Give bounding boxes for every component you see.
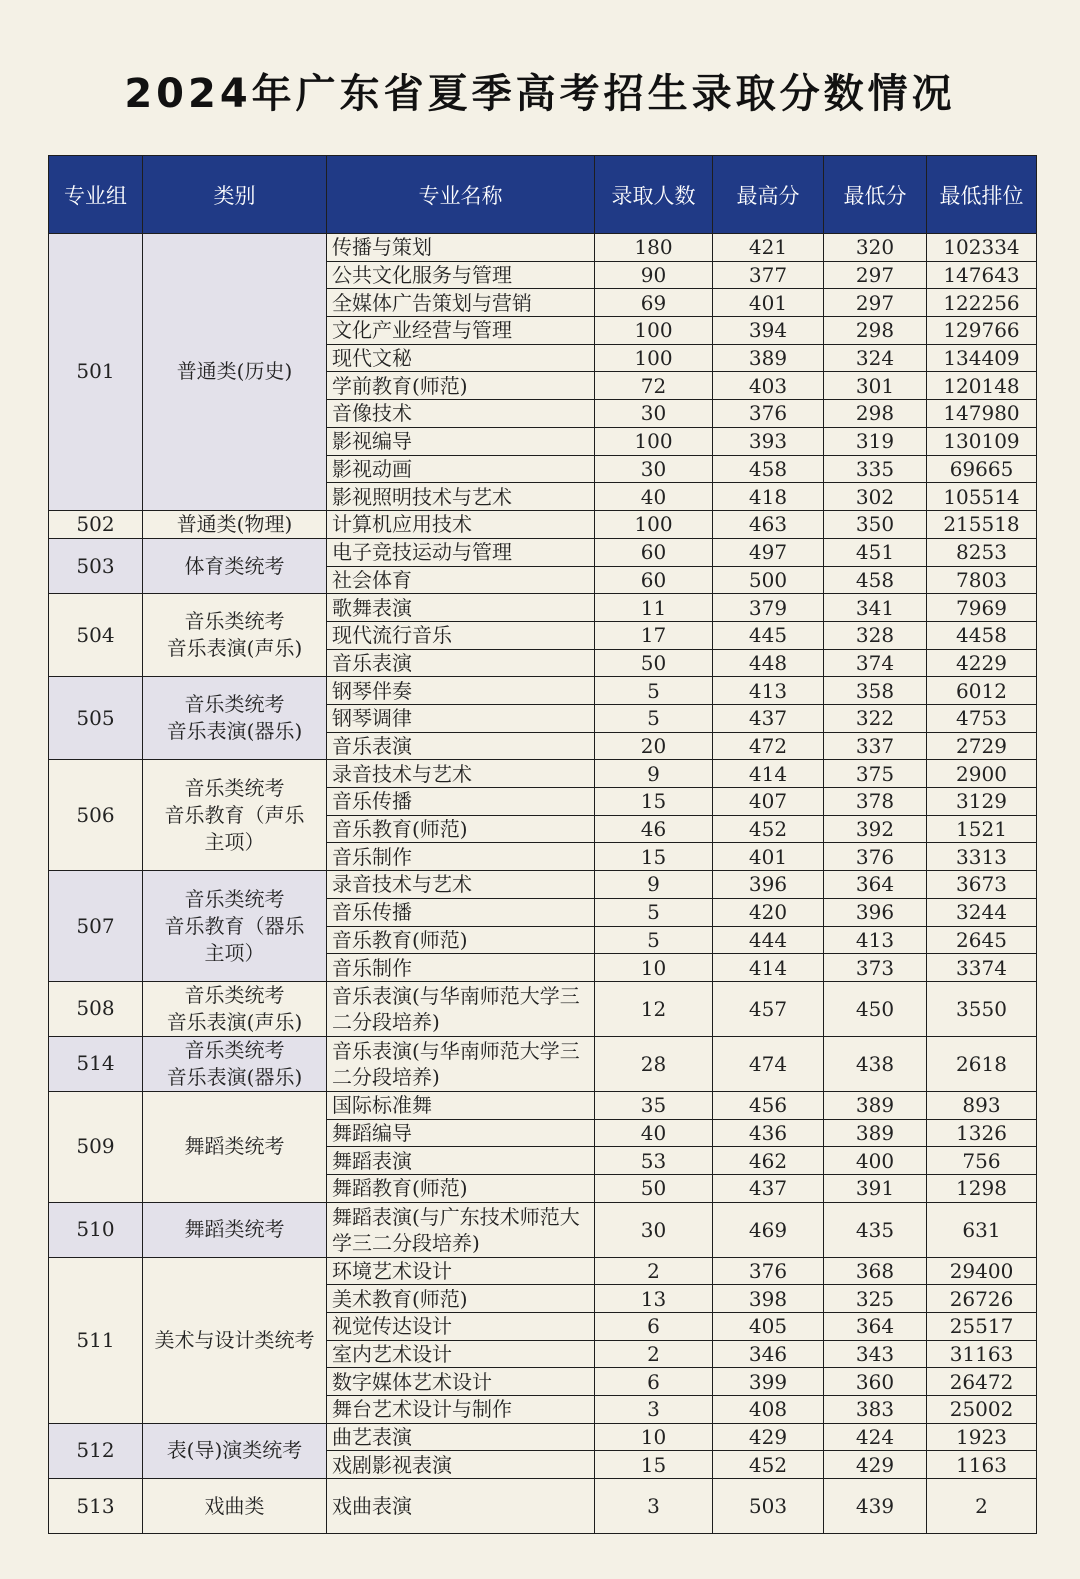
min-score-cell: 335: [824, 455, 927, 483]
table-row: [49, 677, 1037, 705]
max-score-cell: 469: [713, 1202, 824, 1257]
max-score-cell: 403: [713, 372, 824, 400]
min-score-cell: 389: [824, 1091, 927, 1119]
admitted-count-cell: 9: [595, 760, 713, 788]
admitted-count-cell: 11: [595, 594, 713, 622]
category-cell: 音乐类统考 音乐表演(声乐): [143, 594, 327, 677]
min-score-cell: 424: [824, 1423, 927, 1451]
admitted-count-cell: 20: [595, 732, 713, 760]
major-name-cell: 音乐传播: [327, 898, 595, 926]
major-name-cell: 环境艺术设计: [327, 1257, 595, 1285]
min-score-cell: 383: [824, 1396, 927, 1424]
category-cell: 普通类(物理): [143, 510, 327, 538]
min-score-cell: 375: [824, 760, 927, 788]
min-score-cell: 297: [824, 261, 927, 289]
admitted-count-cell: 50: [595, 649, 713, 677]
admitted-count-cell: 15: [595, 1451, 713, 1479]
max-score-cell: 405: [713, 1313, 824, 1341]
admitted-count-cell: 30: [595, 1202, 713, 1257]
max-score-cell: 463: [713, 510, 824, 538]
admitted-count-cell: 100: [595, 344, 713, 372]
admitted-count-cell: 100: [595, 317, 713, 345]
max-score-cell: 503: [713, 1479, 824, 1534]
major-name-cell: 曲艺表演: [327, 1423, 595, 1451]
table-row: [49, 981, 1037, 1036]
max-score-cell: 413: [713, 677, 824, 705]
min-score-cell: 341: [824, 594, 927, 622]
min-rank-cell: 130109: [927, 427, 1037, 455]
min-score-cell: 360: [824, 1368, 927, 1396]
min-score-cell: 429: [824, 1451, 927, 1479]
group-code-cell: 512: [49, 1423, 143, 1478]
max-score-cell: 500: [713, 566, 824, 594]
min-rank-cell: 147643: [927, 261, 1037, 289]
major-name-cell: 音乐表演: [327, 649, 595, 677]
max-score-cell: 421: [713, 234, 824, 262]
group-code-cell: 501: [49, 234, 143, 511]
admitted-count-cell: 50: [595, 1174, 713, 1202]
major-name-cell: 舞蹈表演(与广东技术师范大学三二分段培养): [327, 1202, 595, 1257]
table-body: [49, 234, 1037, 1534]
header-min-rank: 最低排位: [927, 156, 1037, 234]
min-score-cell: 302: [824, 483, 927, 511]
major-name-cell: 美术教育(师范): [327, 1285, 595, 1313]
min-rank-cell: 4229: [927, 649, 1037, 677]
major-name-cell: 视觉传达设计: [327, 1313, 595, 1341]
min-score-cell: 343: [824, 1340, 927, 1368]
max-score-cell: 346: [713, 1340, 824, 1368]
admitted-count-cell: 10: [595, 1423, 713, 1451]
min-rank-cell: 2729: [927, 732, 1037, 760]
admitted-count-cell: 5: [595, 677, 713, 705]
max-score-cell: 407: [713, 788, 824, 816]
category-cell: 音乐类统考 音乐表演(声乐): [143, 981, 327, 1036]
group-code-cell: 511: [49, 1257, 143, 1423]
max-score-cell: 418: [713, 483, 824, 511]
min-rank-cell: 7803: [927, 566, 1037, 594]
header-max-score: 最高分: [713, 156, 824, 234]
admitted-count-cell: 15: [595, 843, 713, 871]
major-name-cell: 音像技术: [327, 400, 595, 428]
group-code-cell: 513: [49, 1479, 143, 1534]
min-rank-cell: 2: [927, 1479, 1037, 1534]
min-rank-cell: 25002: [927, 1396, 1037, 1424]
min-rank-cell: 2618: [927, 1036, 1037, 1091]
min-rank-cell: 29400: [927, 1257, 1037, 1285]
max-score-cell: 414: [713, 760, 824, 788]
max-score-cell: 457: [713, 981, 824, 1036]
min-rank-cell: 756: [927, 1147, 1037, 1175]
min-rank-cell: 2645: [927, 926, 1037, 954]
major-name-cell: 音乐表演: [327, 732, 595, 760]
group-code-cell: 508: [49, 981, 143, 1036]
group-code-cell: 504: [49, 594, 143, 677]
header-major: 专业名称: [327, 156, 595, 234]
header-group: 专业组: [49, 156, 143, 234]
max-score-cell: 420: [713, 898, 824, 926]
min-score-cell: 319: [824, 427, 927, 455]
min-score-cell: 378: [824, 788, 927, 816]
min-rank-cell: 1163: [927, 1451, 1037, 1479]
category-cell: 体育类统考: [143, 538, 327, 593]
admitted-count-cell: 90: [595, 261, 713, 289]
min-rank-cell: 3550: [927, 981, 1037, 1036]
admitted-count-cell: 5: [595, 705, 713, 733]
header-category: 类别: [143, 156, 327, 234]
min-rank-cell: 147980: [927, 400, 1037, 428]
admitted-count-cell: 100: [595, 427, 713, 455]
major-name-cell: 传播与策划: [327, 234, 595, 262]
category-cell: 舞蹈类统考: [143, 1202, 327, 1257]
min-rank-cell: 3673: [927, 871, 1037, 899]
table-row: [49, 594, 1037, 622]
admitted-count-cell: 30: [595, 400, 713, 428]
table-row: [49, 538, 1037, 566]
max-score-cell: 497: [713, 538, 824, 566]
table-row: [49, 1479, 1037, 1534]
min-score-cell: 324: [824, 344, 927, 372]
major-name-cell: 录音技术与艺术: [327, 760, 595, 788]
admitted-count-cell: 12: [595, 981, 713, 1036]
min-rank-cell: 631: [927, 1202, 1037, 1257]
max-score-cell: 377: [713, 261, 824, 289]
min-rank-cell: 8253: [927, 538, 1037, 566]
min-score-cell: 458: [824, 566, 927, 594]
category-cell: 普通类(历史): [143, 234, 327, 511]
category-cell: 美术与设计类统考: [143, 1257, 327, 1423]
major-name-cell: 室内艺术设计: [327, 1340, 595, 1368]
min-score-cell: 413: [824, 926, 927, 954]
max-score-cell: 396: [713, 871, 824, 899]
min-rank-cell: 2900: [927, 760, 1037, 788]
major-name-cell: 计算机应用技术: [327, 510, 595, 538]
major-name-cell: 文化产业经营与管理: [327, 317, 595, 345]
admitted-count-cell: 40: [595, 1119, 713, 1147]
major-name-cell: 社会体育: [327, 566, 595, 594]
min-score-cell: 389: [824, 1119, 927, 1147]
major-name-cell: 影视照明技术与艺术: [327, 483, 595, 511]
max-score-cell: 437: [713, 1174, 824, 1202]
major-name-cell: 舞台艺术设计与制作: [327, 1396, 595, 1424]
min-score-cell: 337: [824, 732, 927, 760]
major-name-cell: 音乐表演(与华南师范大学三二分段培养): [327, 1036, 595, 1091]
max-score-cell: 437: [713, 705, 824, 733]
major-name-cell: 数字媒体艺术设计: [327, 1368, 595, 1396]
min-score-cell: 297: [824, 289, 927, 317]
table-row: [49, 234, 1037, 262]
table-row: [49, 1423, 1037, 1451]
min-score-cell: 328: [824, 621, 927, 649]
major-name-cell: 影视编导: [327, 427, 595, 455]
table-row: [49, 1036, 1037, 1091]
major-name-cell: 舞蹈教育(师范): [327, 1174, 595, 1202]
major-name-cell: 钢琴调律: [327, 705, 595, 733]
admitted-count-cell: 13: [595, 1285, 713, 1313]
major-name-cell: 现代流行音乐: [327, 621, 595, 649]
major-name-cell: 舞蹈表演: [327, 1147, 595, 1175]
min-score-cell: 451: [824, 538, 927, 566]
admitted-count-cell: 17: [595, 621, 713, 649]
max-score-cell: 445: [713, 621, 824, 649]
major-name-cell: 戏曲表演: [327, 1479, 595, 1534]
admitted-count-cell: 6: [595, 1313, 713, 1341]
major-name-cell: 电子竞技运动与管理: [327, 538, 595, 566]
max-score-cell: 452: [713, 815, 824, 843]
admitted-count-cell: 6: [595, 1368, 713, 1396]
min-rank-cell: 102334: [927, 234, 1037, 262]
table-row: [49, 510, 1037, 538]
min-score-cell: 396: [824, 898, 927, 926]
min-score-cell: 350: [824, 510, 927, 538]
min-rank-cell: 69665: [927, 455, 1037, 483]
admitted-count-cell: 3: [595, 1396, 713, 1424]
category-cell: 音乐类统考 音乐表演(器乐): [143, 1036, 327, 1091]
major-name-cell: 全媒体广告策划与营销: [327, 289, 595, 317]
table-row: [49, 760, 1037, 788]
major-name-cell: 舞蹈编导: [327, 1119, 595, 1147]
major-name-cell: 国际标准舞: [327, 1091, 595, 1119]
table-row: [49, 1091, 1037, 1119]
admitted-count-cell: 40: [595, 483, 713, 511]
group-code-cell: 503: [49, 538, 143, 593]
major-name-cell: 歌舞表演: [327, 594, 595, 622]
major-name-cell: 钢琴伴奏: [327, 677, 595, 705]
group-code-cell: 502: [49, 510, 143, 538]
min-rank-cell: 4458: [927, 621, 1037, 649]
min-rank-cell: 120148: [927, 372, 1037, 400]
major-name-cell: 公共文化服务与管理: [327, 261, 595, 289]
group-code-cell: 510: [49, 1202, 143, 1257]
min-score-cell: 435: [824, 1202, 927, 1257]
max-score-cell: 458: [713, 455, 824, 483]
min-rank-cell: 105514: [927, 483, 1037, 511]
min-rank-cell: 1298: [927, 1174, 1037, 1202]
category-cell: 表(导)演类统考: [143, 1423, 327, 1478]
min-score-cell: 368: [824, 1257, 927, 1285]
category-cell: 舞蹈类统考: [143, 1091, 327, 1202]
min-rank-cell: 122256: [927, 289, 1037, 317]
max-score-cell: 472: [713, 732, 824, 760]
admission-table: [48, 155, 1037, 1534]
admitted-count-cell: 9: [595, 871, 713, 899]
admission-table-wrapper: [48, 155, 1036, 1534]
max-score-cell: 456: [713, 1091, 824, 1119]
min-rank-cell: 3313: [927, 843, 1037, 871]
group-code-cell: 509: [49, 1091, 143, 1202]
min-score-cell: 364: [824, 1313, 927, 1341]
major-name-cell: 学前教育(师范): [327, 372, 595, 400]
min-rank-cell: 3374: [927, 954, 1037, 982]
max-score-cell: 376: [713, 1257, 824, 1285]
max-score-cell: 376: [713, 400, 824, 428]
min-score-cell: 358: [824, 677, 927, 705]
min-rank-cell: 215518: [927, 510, 1037, 538]
admitted-count-cell: 72: [595, 372, 713, 400]
min-rank-cell: 26726: [927, 1285, 1037, 1313]
max-score-cell: 436: [713, 1119, 824, 1147]
max-score-cell: 452: [713, 1451, 824, 1479]
min-score-cell: 364: [824, 871, 927, 899]
min-rank-cell: 1326: [927, 1119, 1037, 1147]
table-row: [49, 871, 1037, 899]
min-score-cell: 392: [824, 815, 927, 843]
min-score-cell: 400: [824, 1147, 927, 1175]
min-rank-cell: 25517: [927, 1313, 1037, 1341]
admitted-count-cell: 10: [595, 954, 713, 982]
category-cell: 音乐类统考 音乐表演(器乐): [143, 677, 327, 760]
max-score-cell: 444: [713, 926, 824, 954]
min-rank-cell: 6012: [927, 677, 1037, 705]
min-score-cell: 450: [824, 981, 927, 1036]
min-score-cell: 298: [824, 400, 927, 428]
header-min-score: 最低分: [824, 156, 927, 234]
min-score-cell: 298: [824, 317, 927, 345]
page-title: 2024年广东省夏季高考招生录取分数情况: [124, 71, 956, 117]
admitted-count-cell: 60: [595, 566, 713, 594]
admitted-count-cell: 46: [595, 815, 713, 843]
group-code-cell: 506: [49, 760, 143, 871]
header-count: 录取人数: [595, 156, 713, 234]
max-score-cell: 408: [713, 1396, 824, 1424]
max-score-cell: 474: [713, 1036, 824, 1091]
max-score-cell: 462: [713, 1147, 824, 1175]
major-name-cell: 音乐教育(师范): [327, 815, 595, 843]
min-score-cell: 373: [824, 954, 927, 982]
admitted-count-cell: 28: [595, 1036, 713, 1091]
min-rank-cell: 7969: [927, 594, 1037, 622]
category-cell: 戏曲类: [143, 1479, 327, 1534]
min-score-cell: 374: [824, 649, 927, 677]
min-score-cell: 320: [824, 234, 927, 262]
table-header-row: [49, 156, 1037, 234]
min-rank-cell: 31163: [927, 1340, 1037, 1368]
min-score-cell: 301: [824, 372, 927, 400]
admitted-count-cell: 5: [595, 926, 713, 954]
major-name-cell: 音乐表演(与华南师范大学三二分段培养): [327, 981, 595, 1036]
major-name-cell: 音乐制作: [327, 843, 595, 871]
group-code-cell: 507: [49, 871, 143, 982]
min-rank-cell: 893: [927, 1091, 1037, 1119]
major-name-cell: 音乐传播: [327, 788, 595, 816]
max-score-cell: 401: [713, 843, 824, 871]
admitted-count-cell: 180: [595, 234, 713, 262]
category-cell: 音乐类统考 音乐教育（器乐 主项）: [143, 871, 327, 982]
major-name-cell: 戏剧影视表演: [327, 1451, 595, 1479]
admitted-count-cell: 30: [595, 455, 713, 483]
major-name-cell: 影视动画: [327, 455, 595, 483]
min-rank-cell: 134409: [927, 344, 1037, 372]
max-score-cell: 379: [713, 594, 824, 622]
min-score-cell: 439: [824, 1479, 927, 1534]
major-name-cell: 音乐制作: [327, 954, 595, 982]
group-code-cell: 505: [49, 677, 143, 760]
min-rank-cell: 4753: [927, 705, 1037, 733]
min-rank-cell: 129766: [927, 317, 1037, 345]
min-score-cell: 391: [824, 1174, 927, 1202]
group-code-cell: 514: [49, 1036, 143, 1091]
min-score-cell: 438: [824, 1036, 927, 1091]
admitted-count-cell: 15: [595, 788, 713, 816]
admitted-count-cell: 60: [595, 538, 713, 566]
min-rank-cell: 1923: [927, 1423, 1037, 1451]
min-score-cell: 325: [824, 1285, 927, 1313]
admitted-count-cell: 2: [595, 1340, 713, 1368]
max-score-cell: 398: [713, 1285, 824, 1313]
max-score-cell: 401: [713, 289, 824, 317]
category-cell: 音乐类统考 音乐教育（声乐 主项）: [143, 760, 327, 871]
admitted-count-cell: 3: [595, 1479, 713, 1534]
max-score-cell: 414: [713, 954, 824, 982]
min-score-cell: 376: [824, 843, 927, 871]
max-score-cell: 448: [713, 649, 824, 677]
table-row: [49, 1202, 1037, 1257]
max-score-cell: 394: [713, 317, 824, 345]
major-name-cell: 音乐教育(师范): [327, 926, 595, 954]
max-score-cell: 393: [713, 427, 824, 455]
min-rank-cell: 26472: [927, 1368, 1037, 1396]
admitted-count-cell: 35: [595, 1091, 713, 1119]
admitted-count-cell: 5: [595, 898, 713, 926]
min-rank-cell: 3244: [927, 898, 1037, 926]
admitted-count-cell: 69: [595, 289, 713, 317]
max-score-cell: 389: [713, 344, 824, 372]
major-name-cell: 录音技术与艺术: [327, 871, 595, 899]
min-rank-cell: 3129: [927, 788, 1037, 816]
admitted-count-cell: 100: [595, 510, 713, 538]
min-rank-cell: 1521: [927, 815, 1037, 843]
table-row: [49, 1257, 1037, 1285]
min-score-cell: 322: [824, 705, 927, 733]
max-score-cell: 429: [713, 1423, 824, 1451]
admitted-count-cell: 53: [595, 1147, 713, 1175]
major-name-cell: 现代文秘: [327, 344, 595, 372]
admitted-count-cell: 2: [595, 1257, 713, 1285]
max-score-cell: 399: [713, 1368, 824, 1396]
